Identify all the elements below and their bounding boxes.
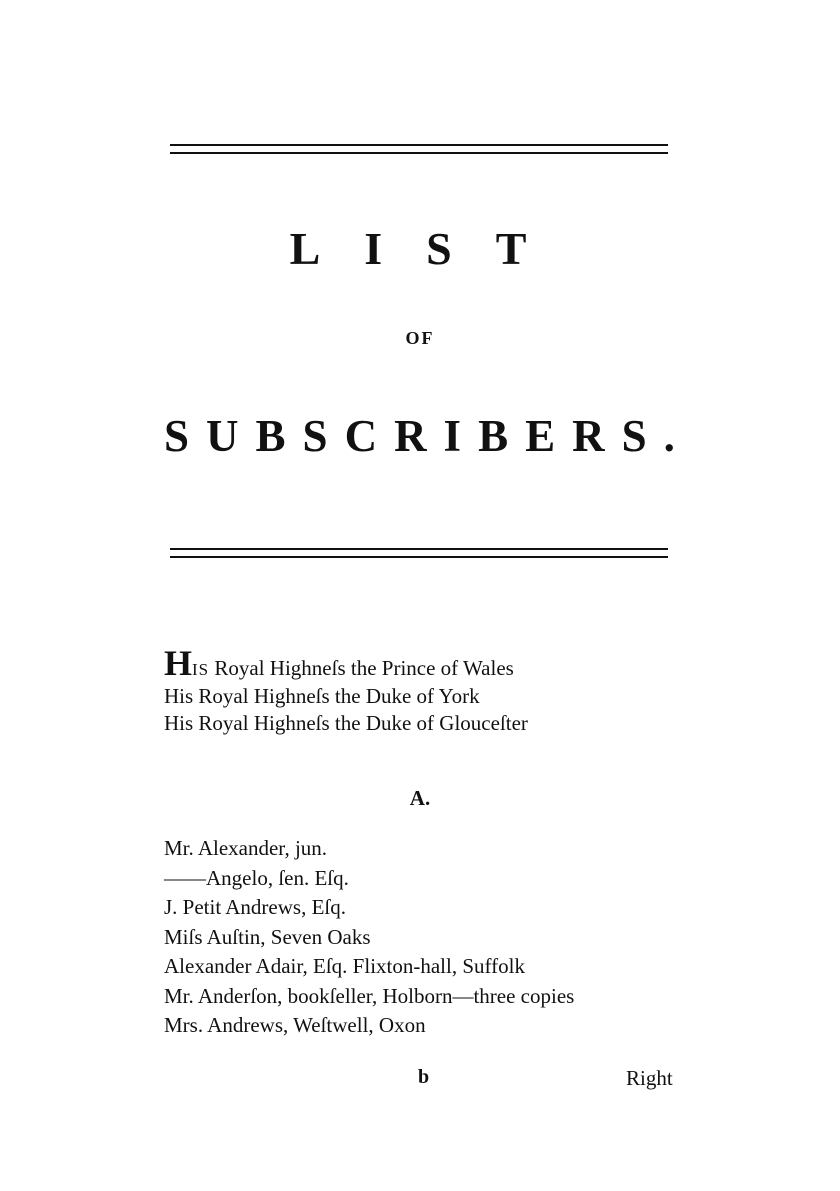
list-item: Mrs. Andrews, Weſtwell, Oxon (164, 1013, 426, 1037)
title-of: OF (405, 328, 435, 348)
list-item: Miſs Auſtin, Seven Oaks (164, 924, 371, 949)
royal-line-text: Royal Highneſs the Prince of Wales (209, 656, 514, 680)
drop-cap: H (164, 643, 193, 683)
royal-line-duke-of-gloucester: His Royal Highneſs the Duke of Glouceſter (164, 711, 528, 735)
catchword: Right (626, 1066, 673, 1090)
list-item: Mr. Alexander, jun. (164, 836, 328, 860)
section-heading-a: A. (409, 786, 431, 810)
signature-mark: b (418, 1066, 430, 1088)
list-item: J. Petit Andrews, Eſq. (164, 895, 346, 919)
bottom-ornamental-rule (170, 548, 668, 558)
royal-line-duke-of-york: His Royal Highneſs the Duke of York (164, 684, 480, 708)
top-ornamental-rule (170, 144, 668, 154)
list-item: Mr. Anderſon, bookſeller, Holborn—three copies (164, 983, 575, 1008)
title-list: LIST (289, 223, 571, 274)
list-item: Alexander Adair, Eſq. Flixton-hall, Suffolk (164, 954, 525, 978)
royal-line-prince-of-wales (164, 643, 528, 683)
royal-subscribers (164, 643, 528, 737)
title-subscribers: SUBSCRIBERS. (164, 411, 692, 461)
list-item: ——Angelo, ſen. Eſq. (164, 865, 349, 890)
subscriber-list (164, 834, 574, 1041)
small-caps-text: IS (192, 660, 210, 679)
